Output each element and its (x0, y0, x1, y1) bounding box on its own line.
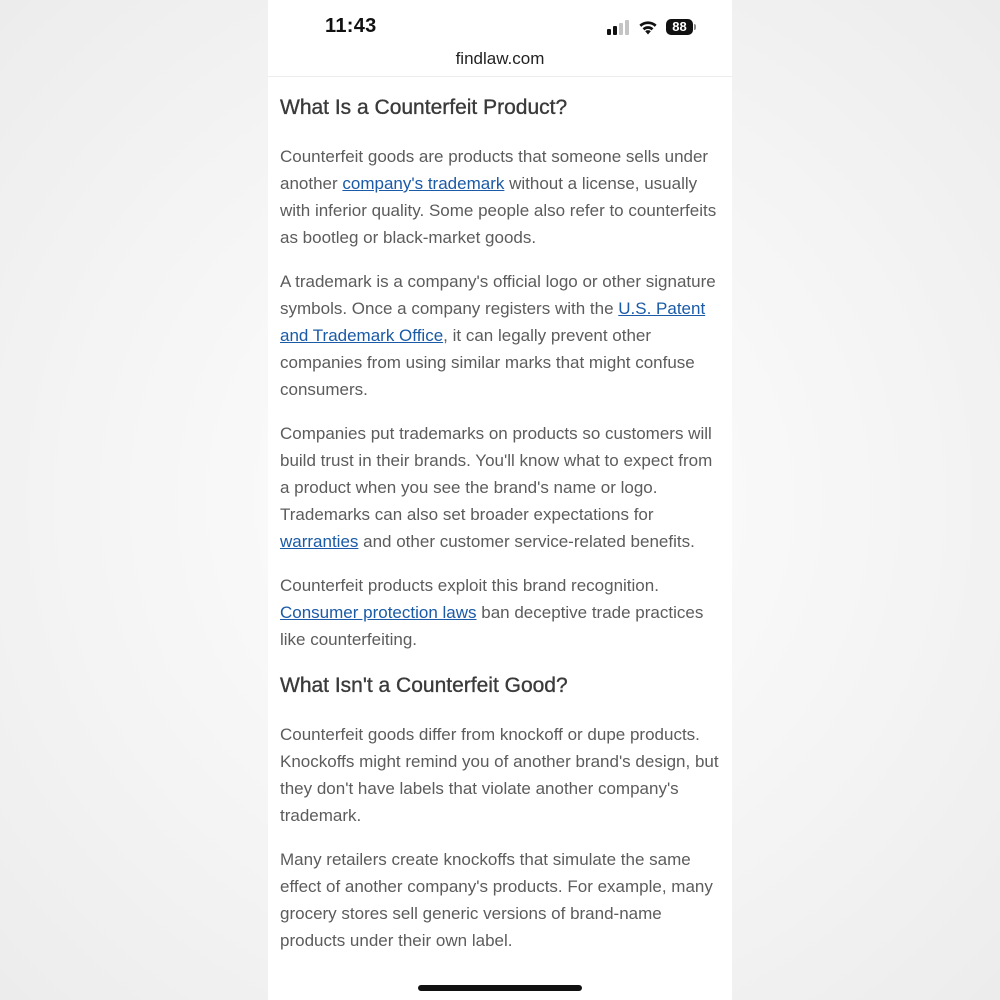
status-time: 11:43 (325, 15, 377, 37)
url-text[interactable]: findlaw.com (455, 49, 545, 68)
link-consumer-protection-laws[interactable]: Consumer protection laws (280, 603, 477, 622)
link-uspto[interactable]: U.S. Patent and Trademark Office (280, 299, 706, 345)
section-heading-not-counterfeit: What Isn't a Counterfeit Good? (280, 674, 568, 697)
home-indicator[interactable] (418, 985, 582, 991)
phone-screen (268, 0, 732, 1000)
status-icons (607, 17, 696, 37)
status-bar (268, 0, 732, 46)
signal-icon (607, 19, 629, 35)
wifi-icon (637, 18, 659, 36)
paragraph-brand-recognition: Counterfeit products exploit this brand recognition. Consumer protection laws ban deceptive trade practices like counterfeiting. (280, 576, 704, 649)
battery-icon (666, 19, 696, 35)
battery-level: 88 (666, 19, 693, 35)
address-bar[interactable] (268, 46, 732, 77)
paragraph-knockoffs: Counterfeit goods differ from knockoff or dupe products. Knockoffs might remind you of another brand's design, but they don't have labels that violate another company's trademark. (280, 725, 719, 825)
link-company-trademark[interactable]: company's trademark (342, 174, 505, 193)
article-content (280, 78, 726, 954)
paragraph-trademark-definition: A trademark is a company's official logo or other signature symbols. Once a company registers with the U.S. Patent and Trademark Office, it can legally prevent other companies from using similar marks that might confuse consumers. (280, 272, 716, 399)
section-heading-counterfeit: What Is a Counterfeit Product? (280, 96, 568, 119)
paragraph-trademark-purpose: Companies put trademarks on products so customers will build trust in their brands. You'll know what to expect from a product when you see the brand's name or logo. Trademarks can also set broader expectations for warranties and other customer service-related benefits. (280, 424, 713, 551)
link-warranties[interactable]: warranties (280, 532, 359, 551)
paragraph-counterfeit-definition: Counterfeit goods are products that someone sells under another company's trademark without a license, usually with inferior quality. Some people also refer to counterfeits as bootleg or black-market goods. (280, 147, 717, 247)
paragraph-retailer-knockoffs: Many retailers create knockoffs that simulate the same effect of another company's products. For example, many grocery stores sell generic versions of brand-name products under their own label. (280, 850, 713, 950)
